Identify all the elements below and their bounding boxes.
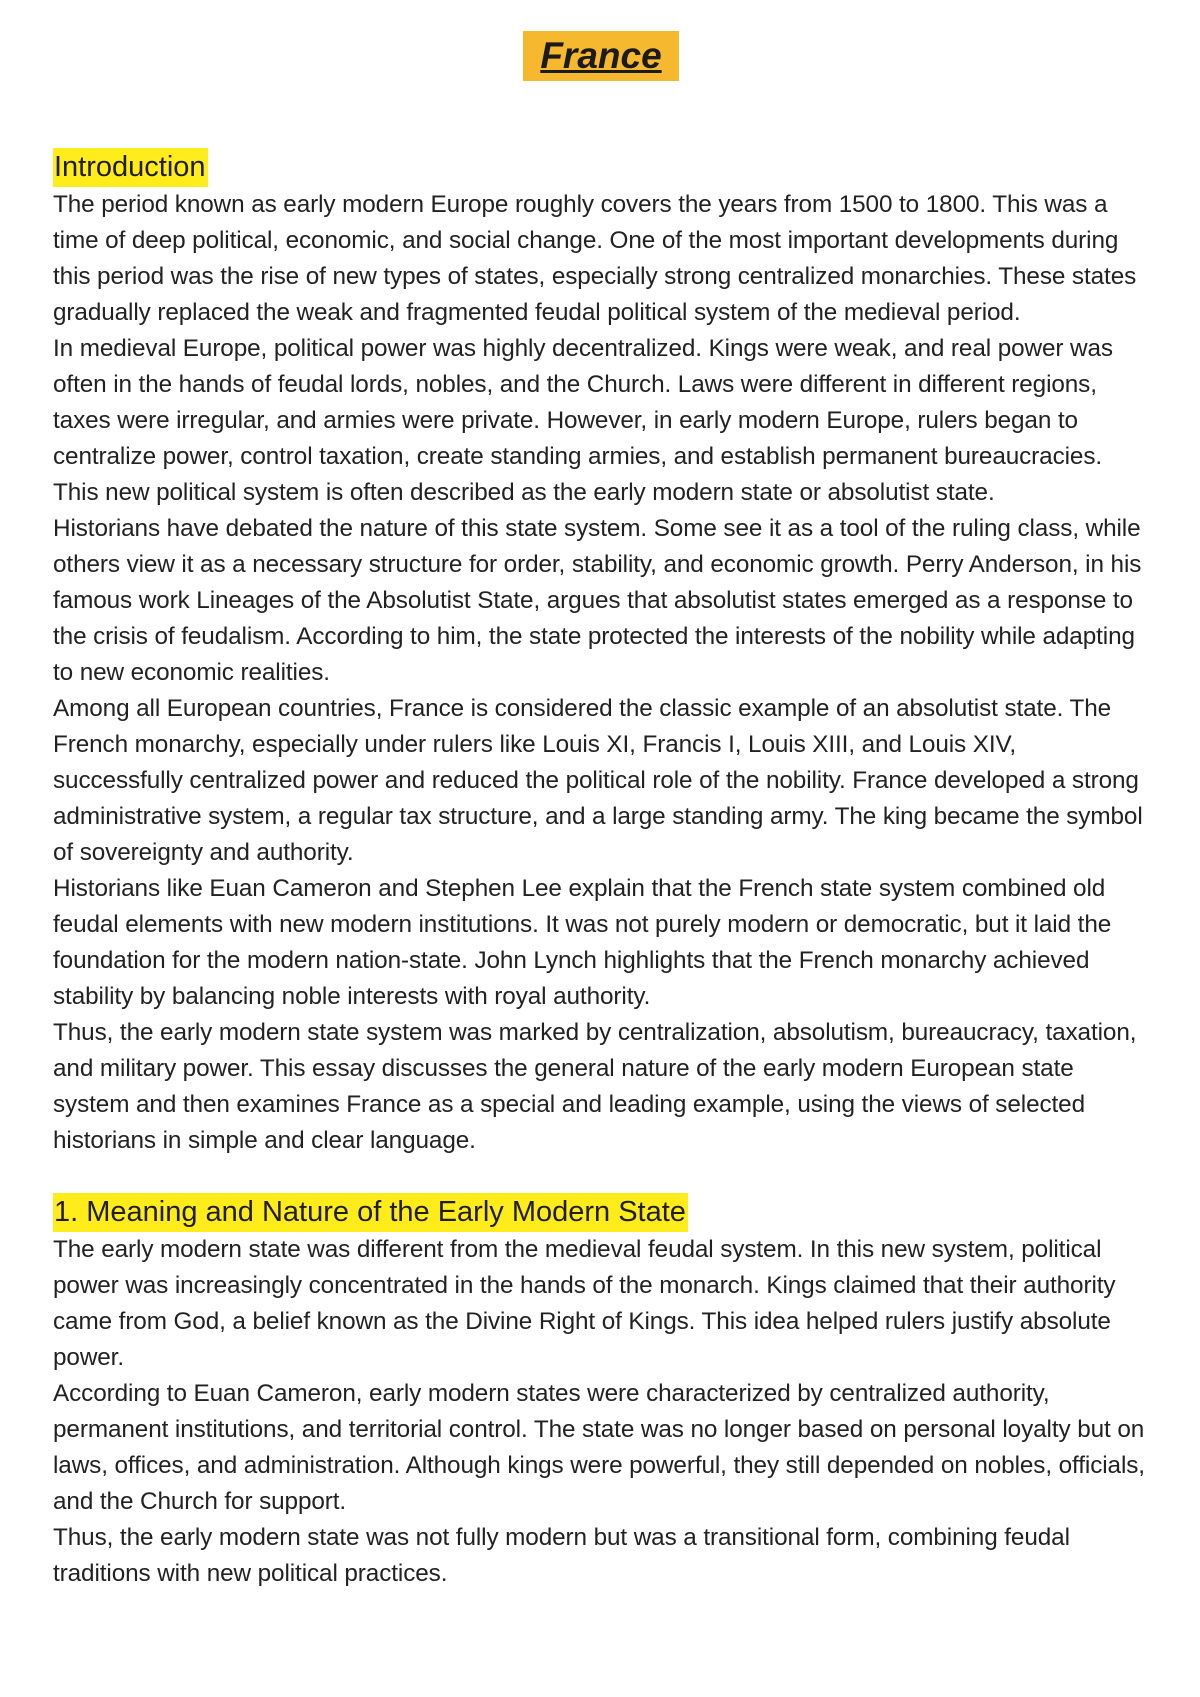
document-title: France <box>523 31 678 81</box>
introduction-paragraph: Among all European countries, France is considered the classic example of an absolutist state. The French monarchy, especially under rulers like Louis XI, Francis I, Louis XIII, and Louis XIV, successfully centralized power and reduced the political role of the nobility. France developed a strong administrative system, a regular tax structure, and a large standing army. The king became the symbol of sovereignty and authority. <box>53 695 1143 866</box>
introduction-paragraph: Historians like Euan Cameron and Stephen Lee explain that the French state system combined old feudal elements with new modern institutions. It was not purely modern or democratic, but it laid the foundation for the modern nation-state. John Lynch highlights that the French monarchy achieved stability by balancing noble interests with royal authority. <box>53 875 1112 1010</box>
introduction-paragraph: In medieval Europe, political power was highly decentralized. Kings were weak, and real power was often in the hands of feudal lords, nobles, and the Church. Laws were different in different regions, taxes were irregular, and armies were private. However, in early modern Europe, rulers began to centralize power, control taxation, create standing armies, and establish permanent bureaucracies. This new political system is often described as the early modern state or absolutist state. <box>53 335 1113 506</box>
section1-heading-block <box>53 1193 1148 1232</box>
section1-paragraph: According to Euan Cameron, early modern states were characterized by centralized authority, permanent institutions, and territorial control. The state was no longer based on personal loyalty but on laws, offices, and administration. Although kings were powerful, they still depended on nobles, officials, and the Church for support. <box>53 1380 1145 1515</box>
section1-body <box>53 1232 1148 1592</box>
section1-paragraph: The early modern state was different from the medieval feudal system. In this new system, political power was increasingly concentrated in the hands of the monarch. Kings claimed that their authority came from God, a belief known as the Divine Right of Kings. This idea helped rulers justify absolute power. <box>53 1236 1116 1371</box>
introduction-paragraph: Historians have debated the nature of this state system. Some see it as a tool of the ruling class, while others view it as a necessary structure for order, stability, and economic growth. Perry Anderson, in his famous work Lineages of the Absolutist State, argues that absolutist states emerged as a response to the crisis of feudalism. According to him, the state protected the interests of the nobility while adapting to new economic realities. <box>53 515 1142 686</box>
section1-paragraph: Thus, the early modern state was not fully modern but was a transitional form, combining feudal traditions with new political practices. <box>53 1524 1070 1587</box>
introduction-heading: Introduction <box>53 148 208 187</box>
introduction-paragraph: Thus, the early modern state system was marked by centralization, absolutism, bureaucracy, taxation, and military power. This essay discusses the general nature of the early modern European state system and then examines France as a special and leading example, using the views of selected historians in simple and clear language. <box>53 1019 1137 1154</box>
introduction-heading-block <box>53 148 1148 187</box>
introduction-body <box>53 187 1148 1159</box>
title-wrap <box>53 31 1148 83</box>
introduction-paragraph: The period known as early modern Europe roughly covers the years from 1500 to 1800. This was a time of deep political, economic, and social change. One of the most important developments during this period was the rise of new types of states, especially strong centralized monarchies. These states gradually replaced the weak and fragmented feudal political system of the medieval period. <box>53 191 1137 326</box>
section1-heading: 1. Meaning and Nature of the Early Modern State <box>53 1193 688 1232</box>
